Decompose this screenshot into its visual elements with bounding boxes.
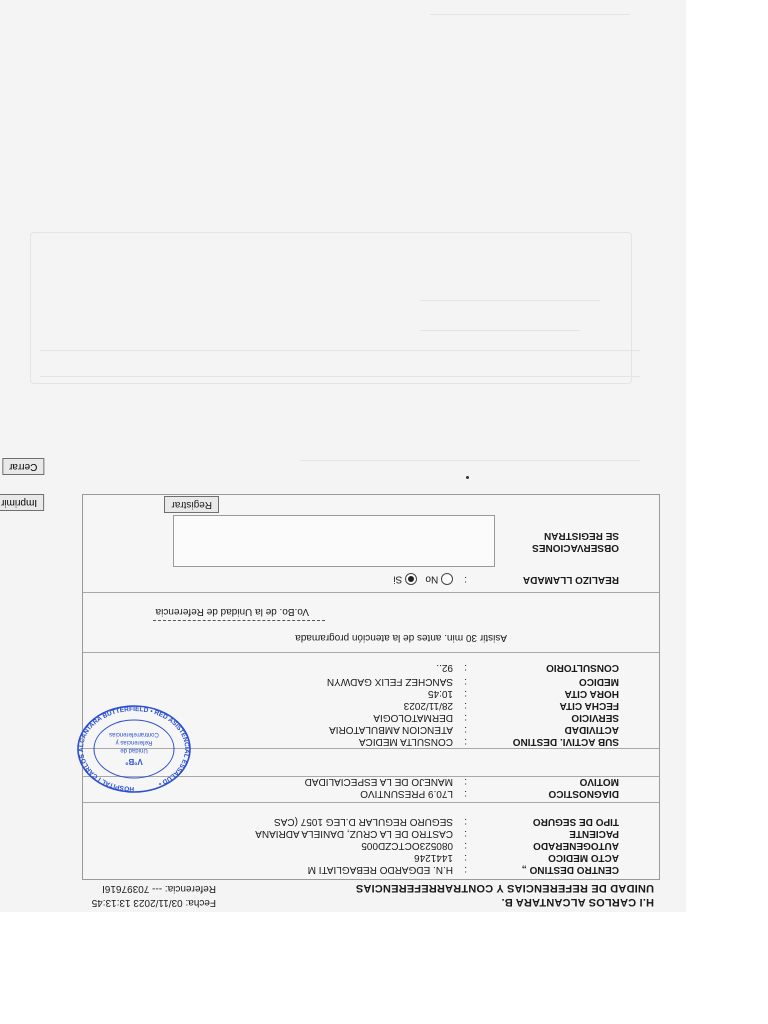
fecha: Fecha: 03/11/2023 13:13:45 xyxy=(91,897,216,908)
separator: : xyxy=(464,676,467,687)
registrar-button[interactable]: Registrar xyxy=(164,496,219,513)
radio-no[interactable] xyxy=(441,573,453,585)
field-value: SEGURO REGULAR D.LEG 1057 (CAS xyxy=(274,816,453,827)
separator: : xyxy=(464,788,467,799)
field-label: PACIENTE xyxy=(569,828,619,839)
field-label: SERVICIO xyxy=(571,712,619,723)
field-value: CONSULTA MEDICA xyxy=(358,736,453,747)
svg-text:Referencias y: Referencias y xyxy=(115,739,153,745)
svg-text:Contrarreferencias: Contrarreferencias xyxy=(109,731,159,737)
referral-panel xyxy=(77,494,660,880)
realizo-label: REALIZO LLAMADA xyxy=(522,574,619,585)
org-name: H.I CARLOS ALCANTARA B. xyxy=(501,896,654,908)
separator: : xyxy=(464,864,467,875)
attendance-note: Asistir 30 min. antes de la atención programada xyxy=(295,632,507,643)
divider xyxy=(83,652,659,653)
field-label: FECHA CITA xyxy=(559,700,619,711)
separator: : xyxy=(464,736,467,747)
hospital-stamp-icon xyxy=(75,703,193,795)
field-label: SUB ACTIVI. DESTINO xyxy=(512,736,619,747)
radio-si[interactable] xyxy=(405,573,417,585)
cerrar-button[interactable]: Cerrar xyxy=(2,458,44,475)
signature-line xyxy=(153,620,325,621)
field-value: 92.. xyxy=(436,662,453,673)
separator: : xyxy=(464,712,467,723)
field-value: MANEJO DE LA ESPECIALIDAD xyxy=(304,776,453,787)
field-label: MOTIVO xyxy=(579,776,619,787)
radio-no-label: No xyxy=(425,573,439,585)
observaciones-label: OBSERVACIONES xyxy=(532,542,619,553)
field-label: DIAGNOSTICO xyxy=(548,788,619,799)
radio-group xyxy=(393,573,453,585)
radio-si-label: Si xyxy=(393,573,403,585)
imprimir-button[interactable]: Imprimir xyxy=(0,494,44,511)
vobo-label: Vo.Bo. de la Unidad de Referencia xyxy=(155,606,309,617)
field-value: 080523OCTCZD005 xyxy=(361,840,453,851)
field-value: CASTRO DE LA CRUZ, DANIELA ADRIANA xyxy=(255,828,453,839)
field-value: DERMATOLOGIA xyxy=(373,712,453,723)
field-label: HORA CITA xyxy=(564,688,619,699)
svg-text:Unidad de: Unidad de xyxy=(120,747,148,753)
field-label: TIPO DE SEGURO xyxy=(532,816,619,827)
svg-text:HOSPITAL I CARLOS ALCANTARA BU: HOSPITAL I CARLOS ALCANTARA BUTTERFIELD • RED ASISTENCIAL ESSALUD • xyxy=(77,705,191,793)
field-value: H.N. EDGARDO REBAGLIATI M xyxy=(307,864,453,875)
separator: : xyxy=(464,816,467,827)
field-label: CENTRO DESTINO „ xyxy=(521,864,619,875)
field-label: CONSULTORIO xyxy=(546,662,619,673)
field-value: 28/11/2023 xyxy=(403,700,453,711)
field-label: ACTIVIDAD xyxy=(564,724,619,735)
separator: : xyxy=(464,776,467,787)
separator: : xyxy=(464,688,467,699)
unit-name: UNIDAD DE REFERENCIAS Y CONTRARREFERENCIAS xyxy=(355,882,654,894)
separator: : xyxy=(464,662,467,673)
separator: : xyxy=(464,840,467,851)
field-value: L70.9 PRESUNTIVO xyxy=(360,788,453,799)
separator: : xyxy=(464,574,467,585)
svg-text:V°B°: V°B° xyxy=(125,757,143,766)
separator: : xyxy=(464,700,467,711)
field-label: ACTO MEDICO xyxy=(548,852,619,863)
separator: : xyxy=(464,852,467,863)
field-value: ATENCION AMBULATORIA xyxy=(329,724,453,735)
divider xyxy=(83,802,659,803)
referencia: Referencia: --- 70397616I xyxy=(102,883,216,894)
separator: : xyxy=(464,828,467,839)
field-value: 10:45 xyxy=(427,688,453,699)
separator: : xyxy=(464,724,467,735)
field-label: AUTOGENERADO xyxy=(533,840,619,851)
field-label: MEDICO xyxy=(579,676,619,687)
field-value: SANCHEZ FELIX GADWYN xyxy=(326,676,453,687)
field-value: 1441246 xyxy=(414,852,453,863)
observaciones-textarea[interactable] xyxy=(173,515,495,567)
se-registran-label: SE REGISTRAN xyxy=(543,530,619,541)
divider xyxy=(83,592,659,593)
